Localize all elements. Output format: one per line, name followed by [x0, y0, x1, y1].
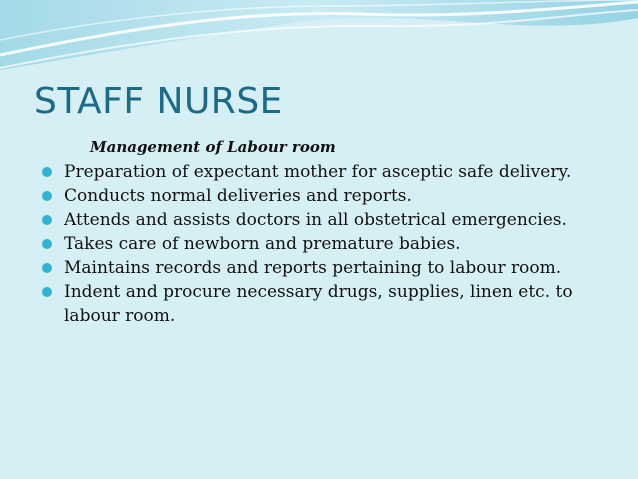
bullet-icon: [42, 263, 52, 273]
list-item: [36, 256, 576, 280]
list-item: [36, 232, 576, 256]
list-item: [36, 160, 576, 184]
decorative-wave-header: [0, 0, 638, 80]
bullet-icon: [42, 239, 52, 249]
list-item-text: Preparation of expectant mother for asceptic safe delivery.: [64, 162, 572, 182]
bullet-list: [36, 160, 576, 328]
bullet-icon: [42, 215, 52, 225]
bullet-icon: [42, 287, 52, 297]
list-item-text: Takes care of newborn and premature babies.: [64, 234, 461, 254]
list-item-text: Indent and procure necessary drugs, supplies, linen etc. to labour room.: [64, 282, 573, 326]
list-item-text: Maintains records and reports pertaining to labour room.: [64, 258, 562, 278]
list-item-text: Conducts normal deliveries and reports.: [64, 186, 412, 206]
list-item: [36, 280, 576, 328]
list-item: [36, 208, 576, 232]
list-item-text: Attends and assists doctors in all obstetrical emergencies.: [64, 210, 567, 230]
bullet-icon: [42, 191, 52, 201]
bullet-icon: [42, 167, 52, 177]
slide-subtitle: Management of Labour room: [90, 138, 336, 156]
slide-title: STAFF NURSE: [34, 81, 283, 122]
list-item: [36, 184, 576, 208]
